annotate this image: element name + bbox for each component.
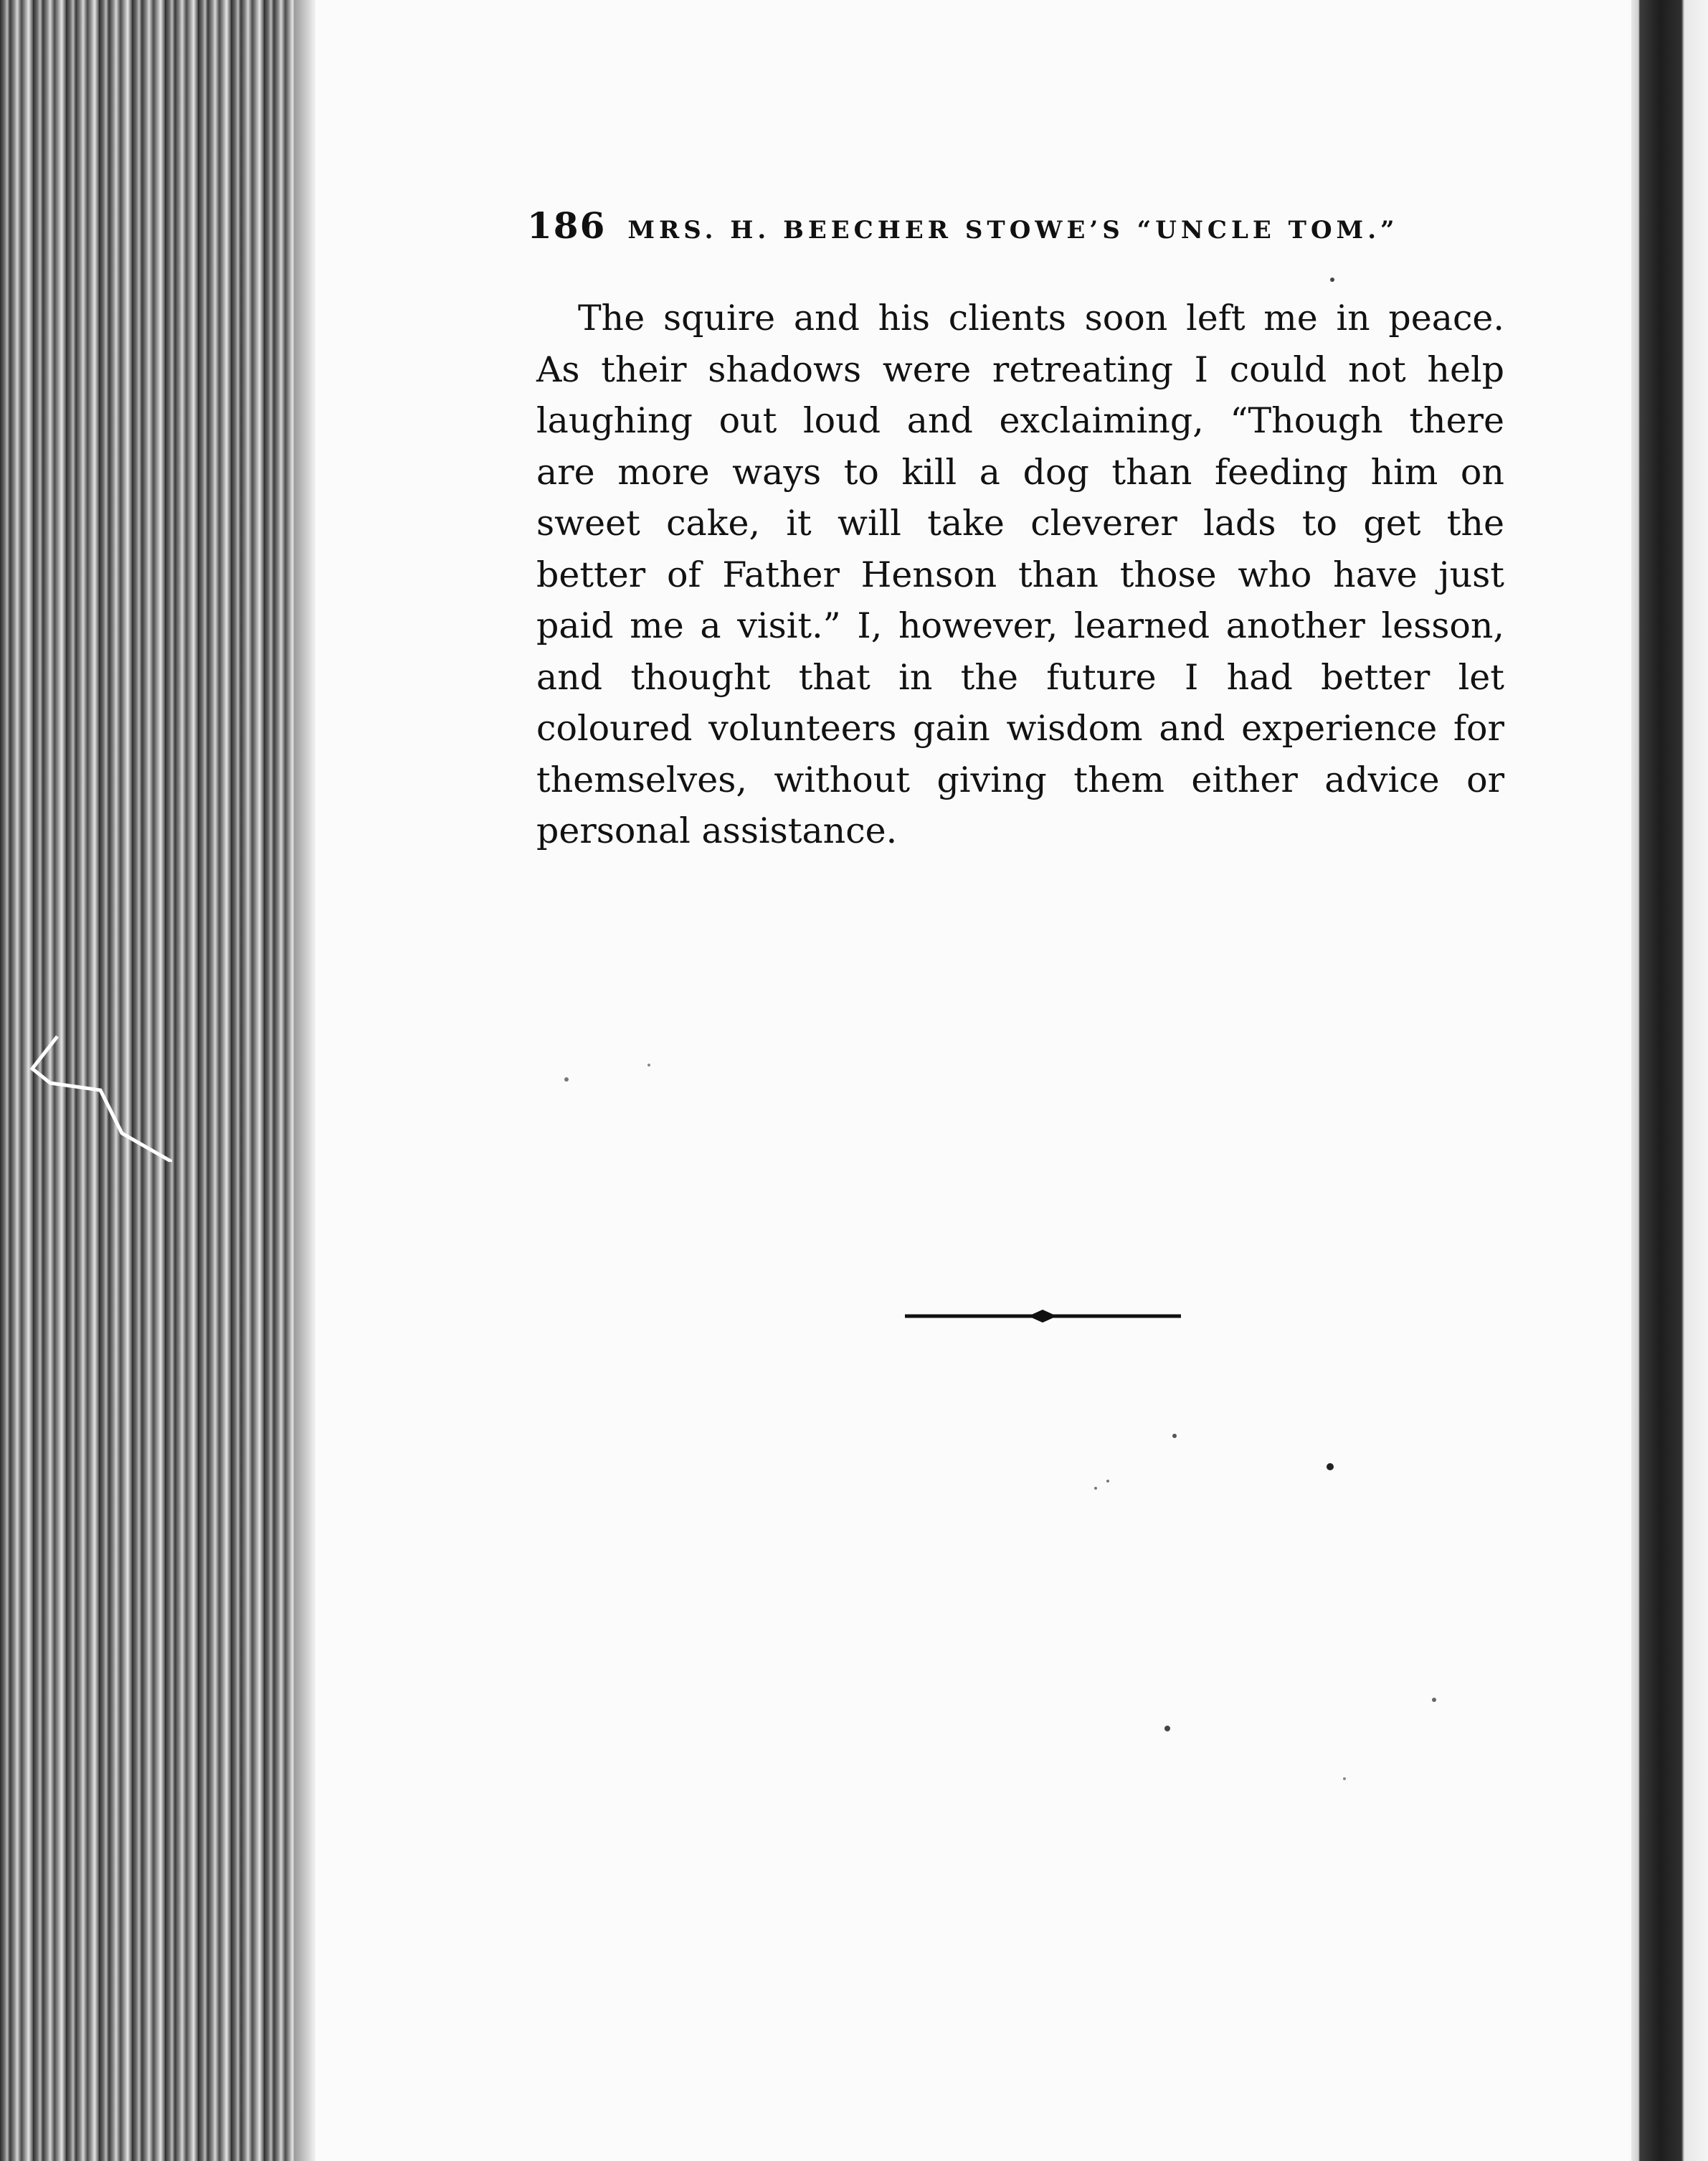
- text-line: better of Father Henson than those who have just: [536, 554, 1504, 595]
- running-head: [527, 204, 1495, 262]
- text-line: As their shadows were retreating I could not help: [536, 349, 1504, 390]
- text-line: coloured volunteers gain wisdom and experience for: [536, 708, 1504, 749]
- running-head-title: MRS. H. BEECHER STOWE’S “UNCLE TOM.”: [627, 216, 1399, 245]
- book-page-stack: [0, 0, 315, 2161]
- text-line: themselves, without giving them either advice or: [536, 759, 1504, 800]
- text-line: are more ways to kill a dog than feeding him on: [536, 451, 1504, 493]
- text-line: personal assistance.: [536, 810, 898, 851]
- body-paragraph: [536, 293, 1504, 857]
- section-end-ornament: [905, 1305, 1181, 1327]
- page-number: 186: [527, 204, 607, 247]
- text-line: laughing out loud and exclaiming, “Though there: [536, 400, 1504, 441]
- text-line: and thought that in the future I had better let: [536, 656, 1504, 698]
- text-line: sweet cake, it will take cleverer lads to get the: [536, 503, 1504, 544]
- book-cover-edge: [1631, 0, 1708, 2161]
- text-line: paid me a visit.” I, however, learned another lesson,: [536, 605, 1504, 646]
- page-crease-mark: [29, 1033, 172, 1162]
- text-line: The squire and his clients soon left me in peace.: [578, 298, 1504, 339]
